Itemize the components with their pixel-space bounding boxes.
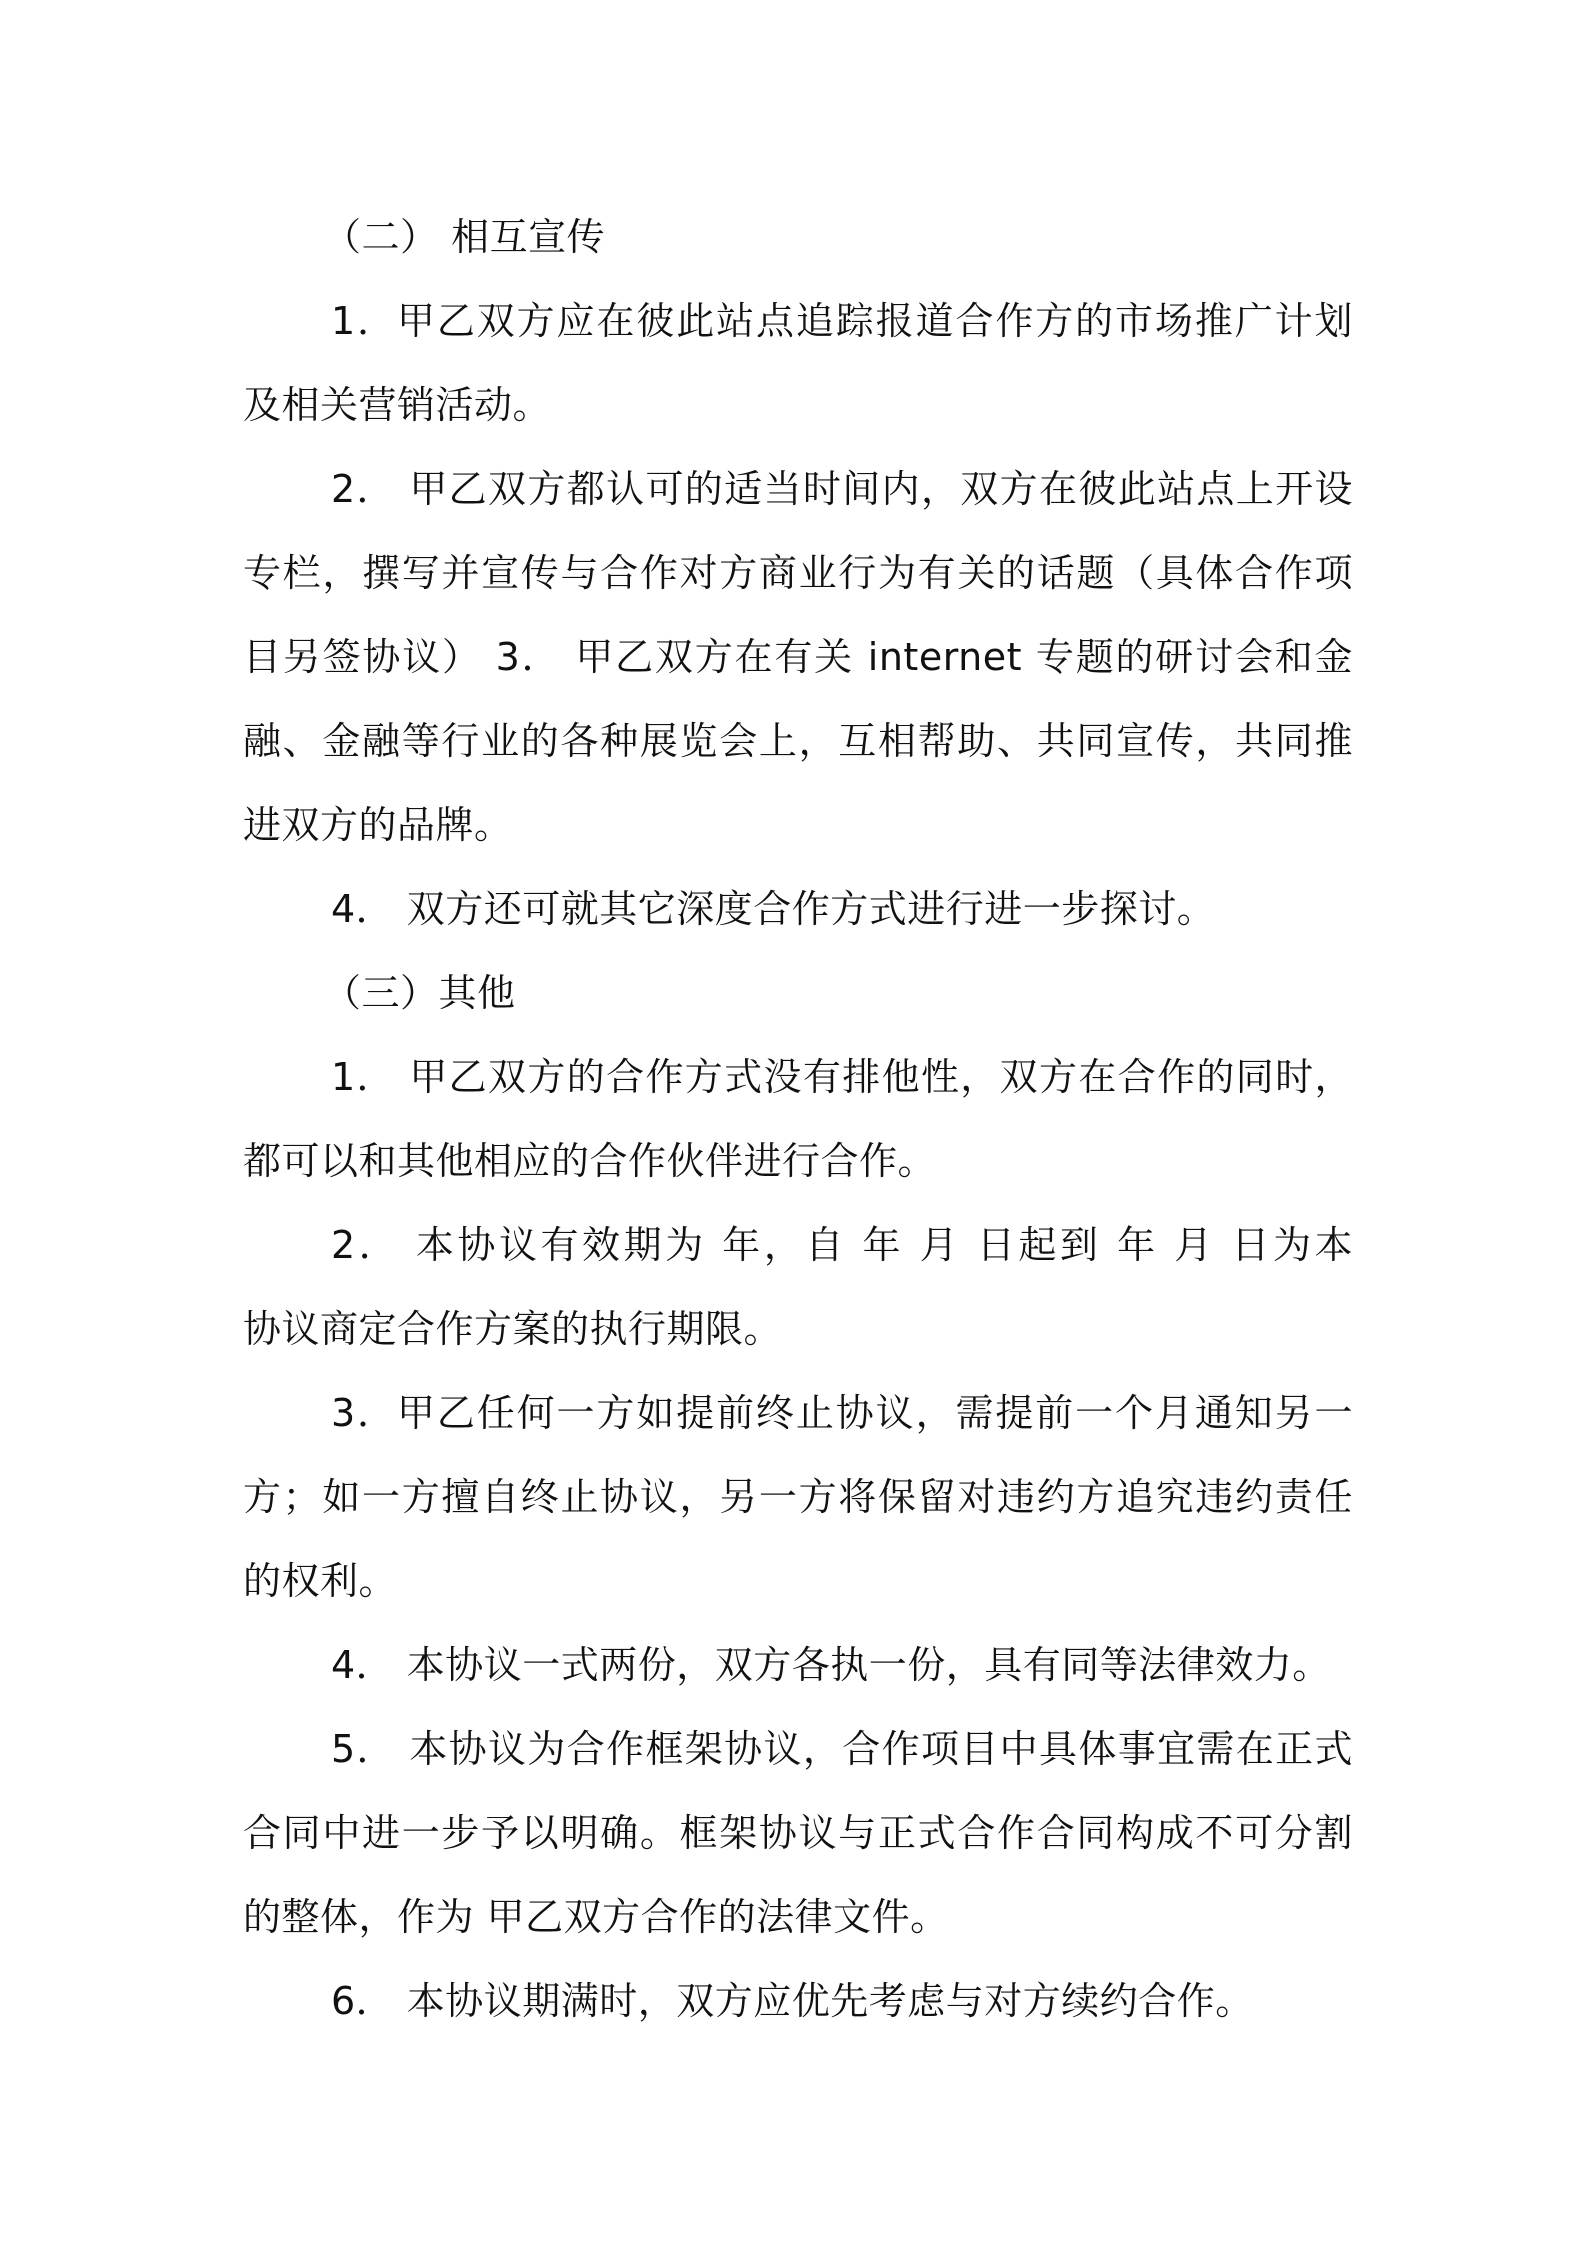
paragraph-line: 及相关营销活动。 — [243, 383, 552, 427]
paragraph-line: 3．甲乙任何一方如提前终止协议，需提前一个月通知另一 — [331, 1391, 1353, 1435]
paragraph-line: 2． 甲乙双方都认可的适当时间内，双方在彼此站点上开设 — [331, 467, 1353, 511]
paragraph-line: 合同中进一步予以明确。框架协议与正式合作合同构成不可分割 — [243, 1811, 1353, 1855]
paragraph-line: 4． 本协议一式两份，双方各执一份，具有同等法律效力。 — [331, 1643, 1331, 1687]
paragraph-line: 1． 甲乙双方的合作方式没有排他性，双方在合作的同时， — [331, 1055, 1353, 1099]
paragraph-line: 融、金融等行业的各种展览会上，互相帮助、共同宣传，共同推 — [243, 719, 1353, 763]
section-heading-other: （三）其他 — [323, 971, 516, 1015]
paragraph-line: 的整体，作为 甲乙双方合作的法律文件。 — [243, 1895, 949, 1939]
paragraph-line: 专栏，撰写并宣传与合作对方商业行为有关的话题（具体合作项 — [243, 551, 1353, 595]
paragraph-line: 都可以和其他相应的合作伙伴进行合作。 — [243, 1139, 937, 1183]
paragraph-line: 4． 双方还可就其它深度合作方式进行进一步探讨。 — [331, 887, 1216, 931]
paragraph-line: 1．甲乙双方应在彼此站点追踪报道合作方的市场推广计划 — [331, 299, 1353, 343]
paragraph-line: 协议商定合作方案的执行期限。 — [243, 1307, 783, 1351]
paragraph-line: 6． 本协议期满时，双方应优先考虑与对方续约合作。 — [331, 1979, 1254, 2023]
paragraph-line: 进双方的品牌。 — [243, 803, 513, 847]
document-page — [243, 195, 1353, 2043]
paragraph-line: 5． 本协议为合作框架协议，合作项目中具体事宜需在正式 — [331, 1727, 1353, 1771]
section-heading-mutual-promotion: （二） 相互宣传 — [323, 215, 606, 259]
paragraph-line: 目另签协议） 3． 甲乙双方在有关 internet 专题的研讨会和金 — [243, 635, 1353, 679]
paragraph-line: 方；如一方擅自终止协议，另一方将保留对违约方追究违约责任 — [243, 1475, 1353, 1519]
paragraph-line: 的权利。 — [243, 1559, 398, 1603]
paragraph-line: 2． 本协议有效期为 年，自 年 月 日起到 年 月 日为本 — [331, 1223, 1353, 1267]
